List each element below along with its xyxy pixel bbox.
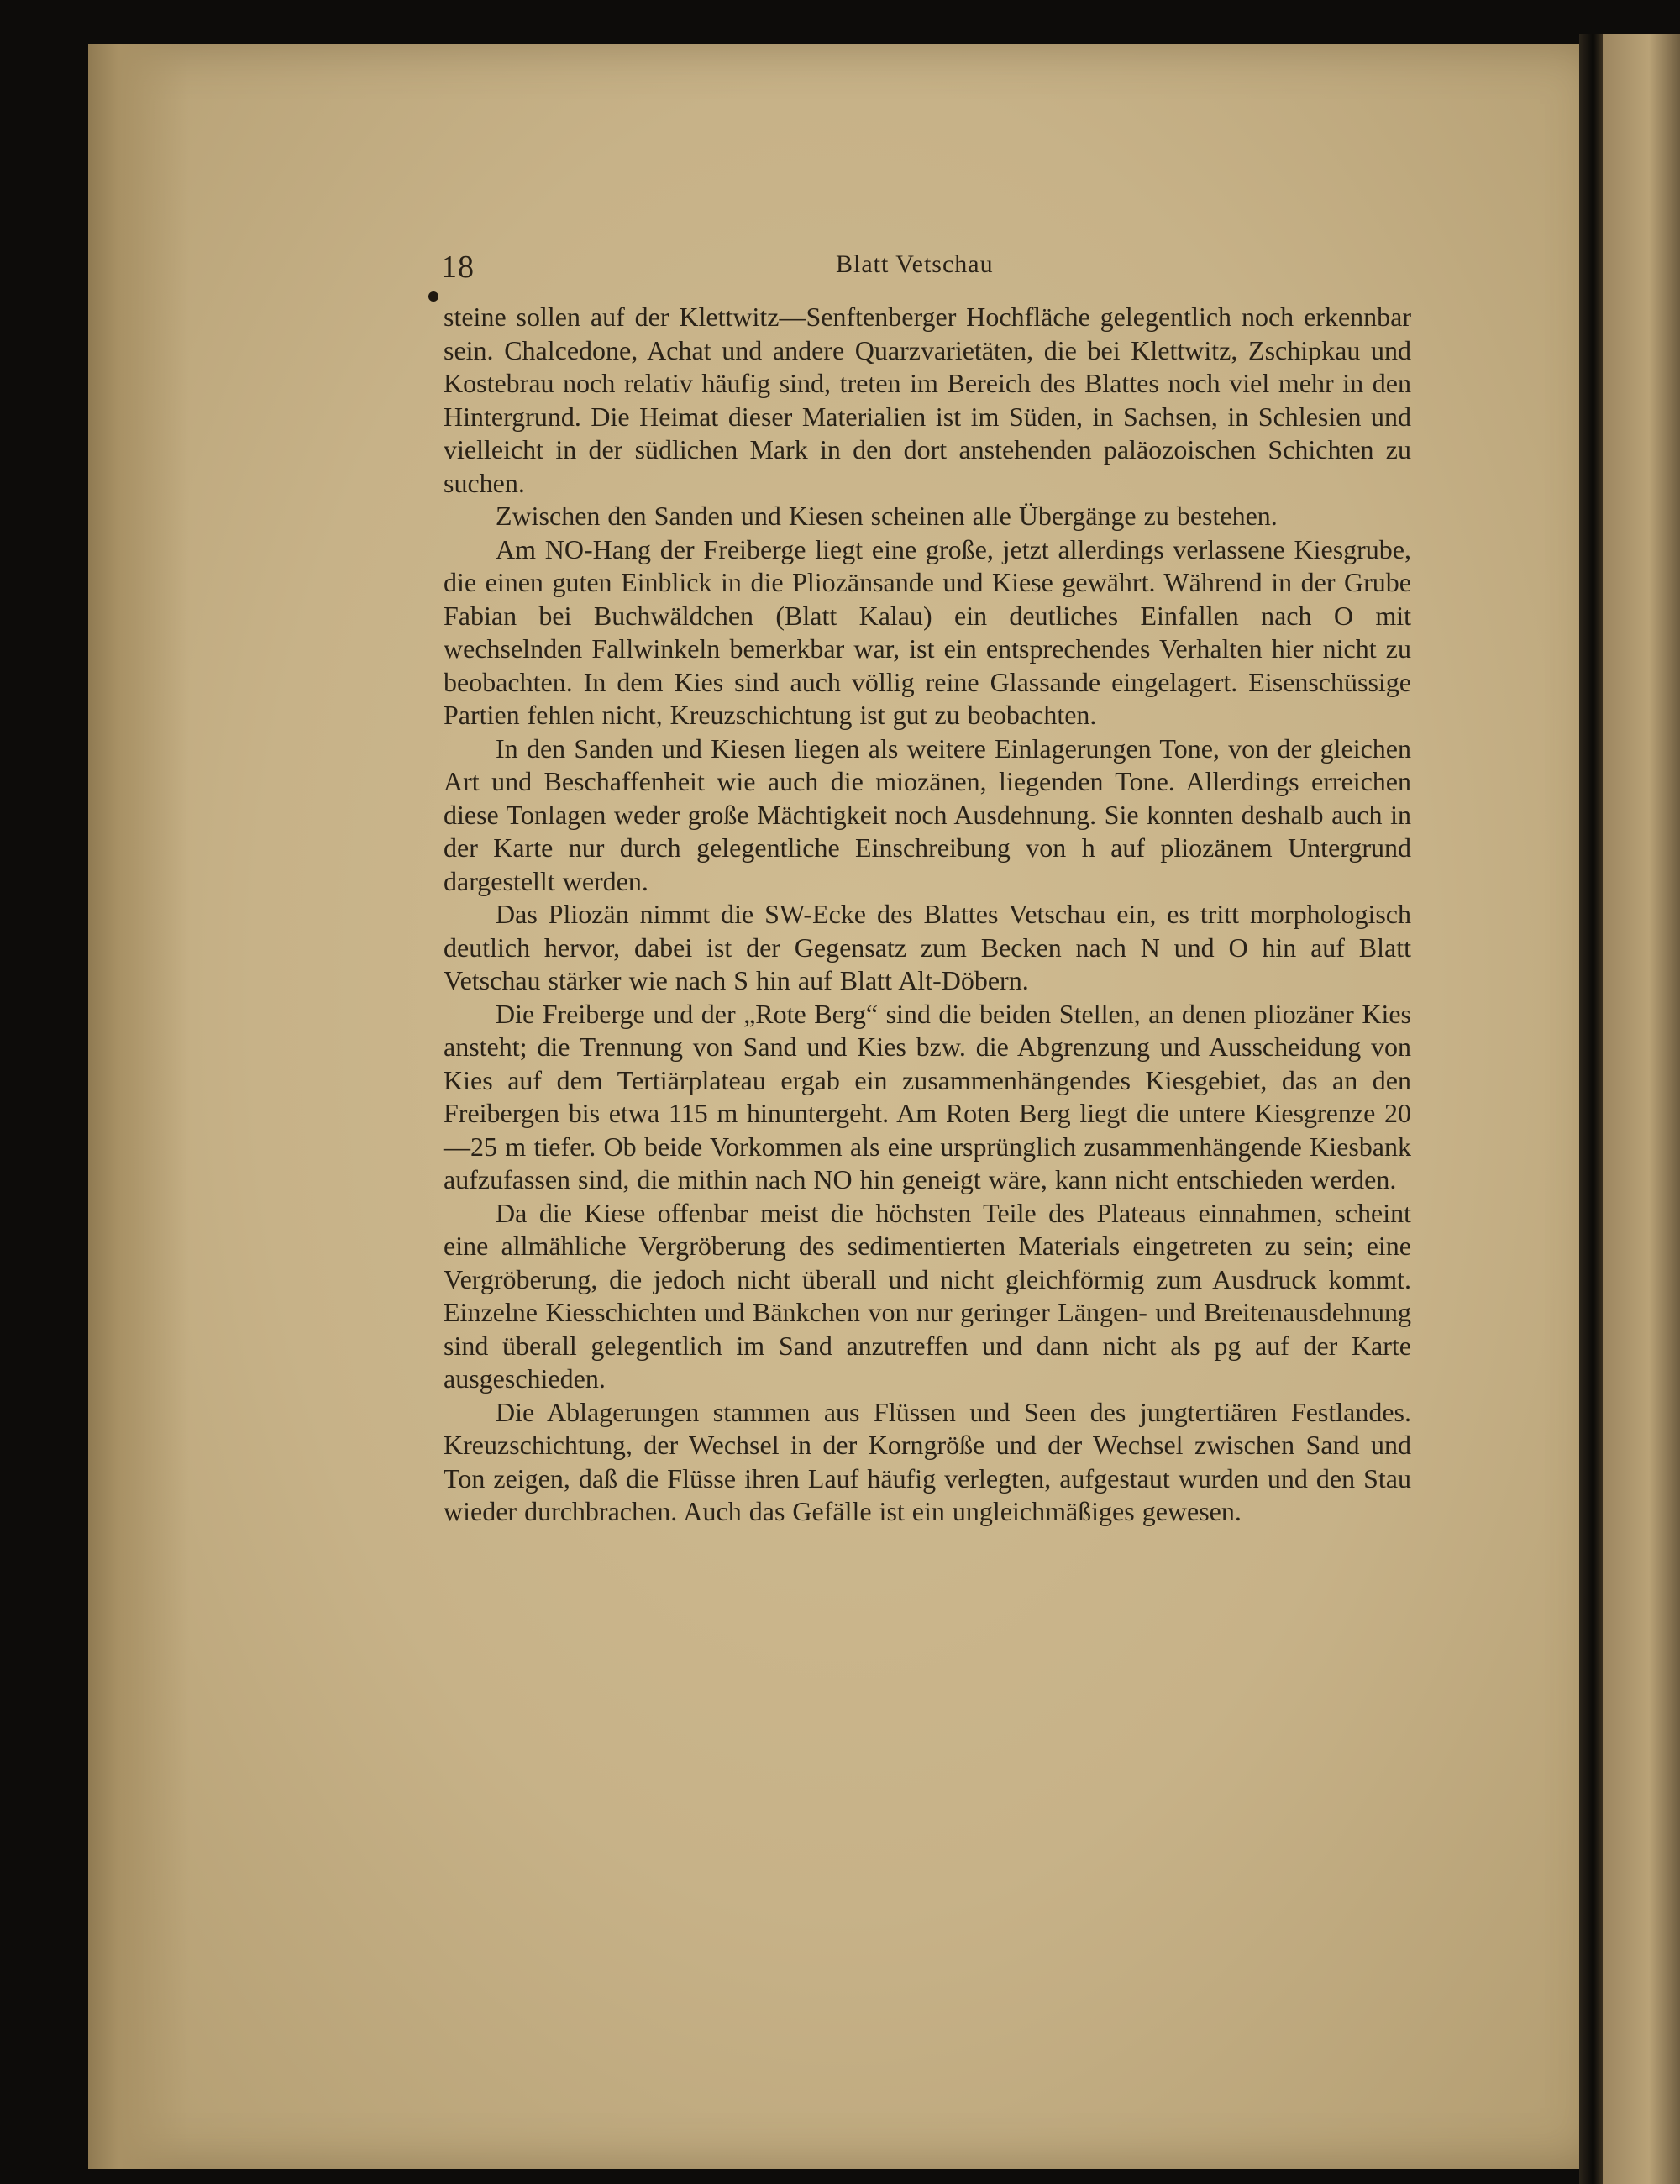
running-title: Blatt Vetschau [836, 250, 994, 278]
page-edge-shadow [88, 44, 189, 2169]
paragraph: Da die Kiese offenbar meist die höchsten Teile des Plateaus einnahmen, scheint eine allmähliche Vergröberung des sedimentierten Materials eingetreten zu sein; eine Vergröberung, die jedoch nicht überall und nicht gleichförmig zum Ausdruck kommt. Einzelne Kiesschichten und Bänkchen von nur geringer Längen- und Breitenausdehnung sind überall gelegentlich im Sand anzutreffen und dann nicht als pg auf der Karte ausgeschieden. [444, 1197, 1411, 1394]
paragraph: Am NO-Hang der Freiberge liegt eine große, jetzt allerdings verlassene Kiesgrube, die einen guten Einblick in die Pliozänsande und Kiese gewährt. Während in der Grube Fabian bei Buchwäldchen (Blatt Kalau) ein deutliches Einfallen nach O mit wechselnden Fallwinkeln bemerkbar war, ist ein entsprechendes Verhalten hier nicht zu beobachten. In dem Kies sind auch völlig reine Glassande eingelagert. Eisenschüssige Partien fehlen nicht, Kreuzschichtung ist gut zu beobachten. [444, 533, 1411, 730]
paragraph: In den Sanden und Kiesen liegen als weitere Einlagerungen Tone, von der gleichen Art und Beschaffenheit wie auch die miozänen, liegenden Tone. Allerdings erreichen diese Tonlagen weder große Mächtigkeit noch Ausdehnung. Sie konnten deshalb auch in der Karte nur durch gelegentliche Einschreibung von h auf pliozänem Untergrund dargestellt werden. [444, 732, 1411, 896]
adjacent-page-edge [1603, 34, 1680, 2184]
paragraph: steine sollen auf der Klettwitz—Senftenberger Hochfläche gelegentlich noch erkennbar sein. Chalcedone, Achat und andere Quarzvarietäten, die bei Klettwitz, Zschipkau und Kostebrau noch relativ häufig sind, treten im Bereich des Blattes noch viel mehr in den Hintergrund. Die Heimat dieser Materialien ist im Süden, in Sachsen, in Schlesien und vielleicht in der südlichen Mark in den dort anstehenden paläozoischen Schichten zu suchen. [444, 302, 1411, 498]
paragraph: Die Ablagerungen stammen aus Flüssen und Seen des jungtertiären Festlandes. Kreuzschichtung, der Wechsel in der Korngröße und der Wechsel zwischen Sand und Ton zeigen, daß die Flüsse ihren Lauf häufig verlegten, aufgestaut wurden und den Stau wieder durchbrachen. Auch das Gefälle ist ein ungleichmäßiges gewesen. [444, 1396, 1411, 1526]
ink-mark [428, 291, 438, 302]
page-number: 18 [441, 249, 475, 285]
book-gutter [1579, 34, 1603, 2184]
paragraph: Zwischen den Sanden und Kiesen scheinen alle Übergänge zu bestehen. [496, 501, 1278, 531]
body-text [444, 301, 1411, 1529]
paragraph: Die Freiberge und der „Rote Berg“ sind die beiden Stellen, an denen pliozäner Kies ansteht; die Trennung von Sand und Kies bzw. die Abgrenzung und Ausscheidung von Kies auf dem Tertiärplateau ergab ein zusammenhängendes Kiesgebiet, das an den Freibergen bis etwa 115 m hinuntergeht. Am Roten Berg liegt die untere Kiesgrenze 20—25 m tiefer. Ob beide Vorkommen als eine ursprünglich zusammenhängende Kiesbank aufzufassen sind, die mithin nach NO hin geneigt wäre, kann nicht entschieden werden. [444, 998, 1411, 1194]
paragraph: Das Pliozän nimmt die SW-Ecke des Blattes Vetschau ein, es tritt morphologisch deutlich hervor, dabei ist der Gegensatz zum Becken nach N und O hin auf Blatt Vetschau stärker wie nach S hin auf Blatt Alt-Döbern. [444, 899, 1411, 995]
page-header [441, 249, 1411, 285]
